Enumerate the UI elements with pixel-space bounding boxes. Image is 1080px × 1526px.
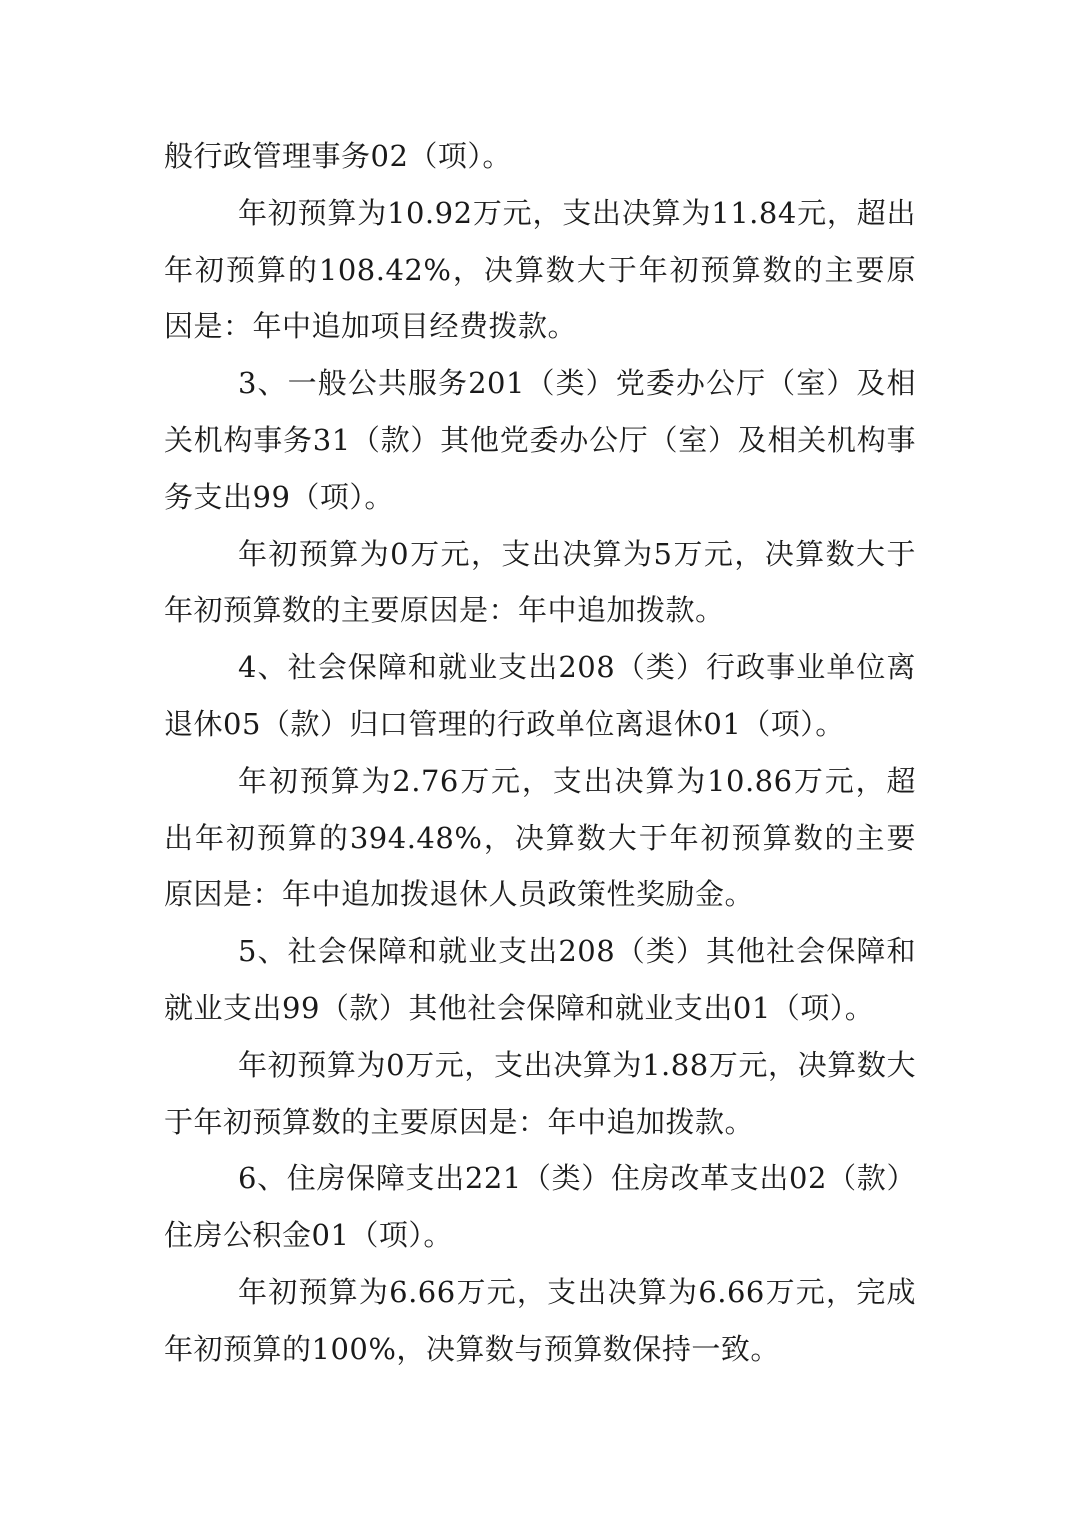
paragraph-continued: 般行政管理事务02（项）。 [164,139,512,173]
paragraph-item-6: 6、住房保障支出221（类）住房改革支出02（款）住房公积金01（项）。 [164,1161,916,1253]
paragraph-item-3: 3、一般公共服务201（类）党委办公厅（室）及相关机构事务31（款）其他党委办公厅（室）及相关机构事务支出99（项）。 [164,366,916,514]
paragraph-item-4: 4、社会保障和就业支出208（类）行政事业单位离退休05（款）归口管理的行政单位离退休01（项）。 [164,650,916,741]
paragraph-budget-housing-fund: 年初预算为6.66万元，支出决算为6.66万元，完成年初预算的100%，决算数与预算数保持一致。 [164,1274,916,1366]
paragraph-budget-social-security: 年初预算为0万元，支出决算为1.88万元，决算数大于年初预算数的主要原因是：年中追加拨款。 [164,1047,916,1139]
paragraph-budget-party-office: 年初预算为0万元，支出决算为5万元，决算数大于年初预算数的主要原因是：年中追加拨款。 [164,536,916,628]
paragraph-item-5: 5、社会保障和就业支出208（类）其他社会保障和就业支出99（款）其他社会保障和就业支出01（项）。 [164,934,916,1025]
paragraph-budget-retirement: 年初预算为2.76万元，支出决算为10.86万元，超出年初预算的394.48%，决算数大于年初预算数的主要原因是：年中追加拨退休人员政策性奖励金。 [164,763,916,912]
paragraph-budget-admin: 年初预算为10.92万元，支出决算为11.84元，超出年初预算的108.42%，决算数大于年初预算数的主要原因是：年中追加项目经费拨款。 [164,195,916,344]
document-body [164,128,916,1378]
